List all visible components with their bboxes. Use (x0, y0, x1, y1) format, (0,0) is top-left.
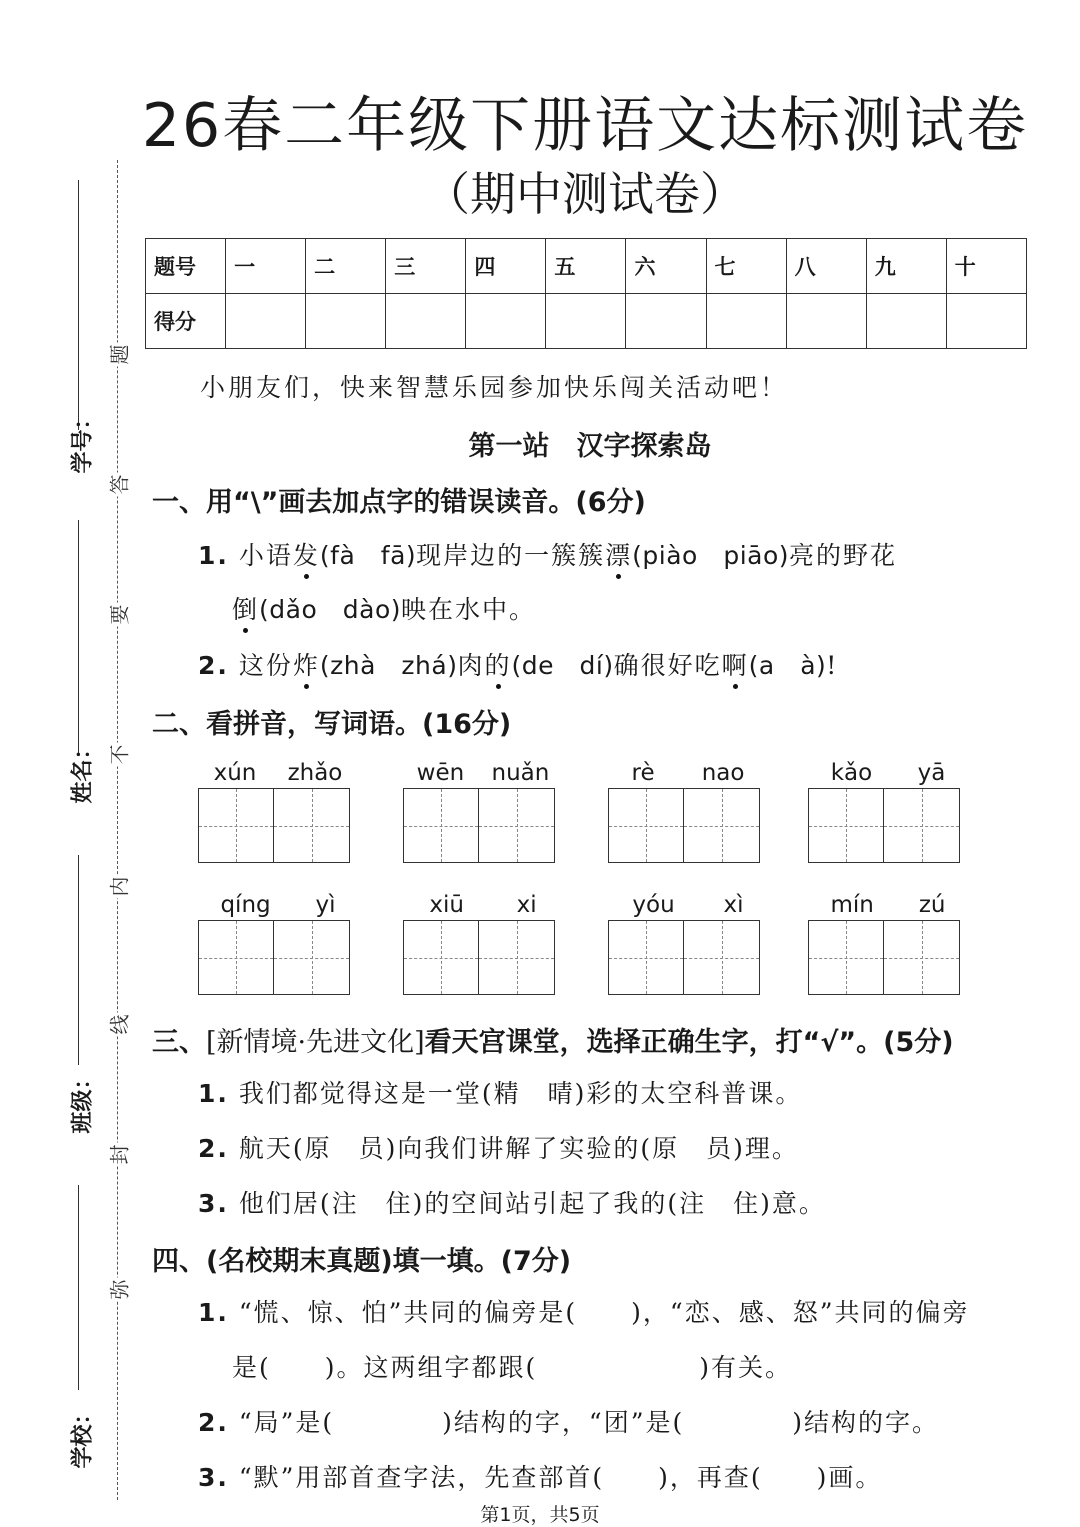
question-text: 映在水中。 (401, 595, 537, 624)
question-text: ! (826, 651, 839, 680)
table-cell: 四 (466, 239, 546, 294)
section4-item (198, 1293, 970, 1329)
score-cell[interactable] (546, 294, 626, 349)
pinyin-choice[interactable]: (de dí) (511, 651, 614, 680)
pinyin: qíng (220, 892, 271, 918)
question-text: 他们居(注 住)的空间站引起了我的(注 住)意。 (238, 1189, 826, 1218)
table-cell: 十 (946, 239, 1026, 294)
question-number: 1. (198, 541, 229, 570)
pinyin: nao (701, 760, 745, 786)
question-number: 2. (198, 651, 229, 680)
score-table (145, 238, 1027, 349)
table-cell: 九 (866, 239, 946, 294)
exam-title: 26春二年级下册语文达标测试卷 (141, 91, 1029, 161)
question-number-row (146, 239, 1027, 294)
name-line (78, 520, 79, 755)
school-line (78, 1185, 79, 1390)
section1-q2 (198, 646, 838, 682)
writing-box[interactable] (884, 920, 960, 995)
student-id-line (78, 180, 79, 430)
question-text: 肉 (457, 651, 485, 680)
score-cell[interactable] (306, 294, 386, 349)
section3-item (198, 1129, 799, 1165)
school-label: 学校： (70, 1402, 96, 1469)
section4-heading: 四、(名校期末真题)填一填。(7分) (152, 1246, 572, 1277)
seal-char: 封 (104, 1143, 133, 1167)
intro-text: 小朋友们，快来智慧乐园参加快乐闯关活动吧！ (200, 373, 789, 402)
pinyin-choice[interactable]: (dǎo dào) (259, 595, 401, 624)
pinyin-choice[interactable]: (fà fā) (319, 541, 417, 570)
seal-char: 弥 (104, 1278, 133, 1302)
writing-box[interactable] (884, 788, 960, 863)
writing-box[interactable] (479, 920, 555, 995)
pinyin: zhǎo (287, 760, 343, 786)
table-cell: 六 (626, 239, 706, 294)
question-text: 航天(原 员)向我们讲解了实验的(原 员)理。 (238, 1134, 799, 1163)
seal-char: 要 (104, 603, 133, 627)
pinyin: mín (830, 892, 874, 918)
table-cell: 五 (546, 239, 626, 294)
seal-char: 线 (104, 1013, 133, 1037)
score-cell[interactable] (466, 294, 546, 349)
dotted-char: 发 (292, 541, 320, 570)
section1-heading: 一、用“\”画去加点字的错误读音。(6分) (152, 487, 646, 518)
dotted-char: 的 (484, 651, 512, 680)
pinyin: kǎo (830, 760, 873, 786)
class-line (78, 855, 79, 1065)
score-cell[interactable] (866, 294, 946, 349)
writing-box[interactable] (479, 788, 555, 863)
seal-char: 题 (104, 343, 133, 367)
pinyin: xiū (429, 892, 464, 918)
seal-char: 答 (104, 473, 133, 497)
score-cell[interactable] (946, 294, 1026, 349)
question-number: 1. (198, 1079, 229, 1108)
heading-text: 看天宫课堂，选择正确生字，打“√”。(5分) (424, 1027, 954, 1058)
pinyin-choice[interactable]: (piào piāo) (632, 541, 790, 570)
pinyin: xún (213, 760, 257, 786)
pinyin: wēn (416, 760, 465, 786)
section3-item (198, 1184, 826, 1220)
writing-box[interactable] (198, 788, 274, 863)
question-text: 现岸边的一簇簇 (416, 541, 606, 570)
pinyin: yā (917, 760, 946, 786)
writing-box[interactable] (403, 788, 479, 863)
pinyin-choice[interactable]: (a à) (748, 651, 827, 680)
writing-box[interactable] (274, 920, 350, 995)
writing-box[interactable] (198, 920, 274, 995)
section4-item-continued (232, 1348, 792, 1384)
score-cell[interactable] (786, 294, 866, 349)
table-cell: 八 (786, 239, 866, 294)
dotted-char: 啊 (721, 651, 749, 680)
question-text: 小语 (238, 541, 293, 570)
pinyin: yóu (632, 892, 675, 918)
writing-box[interactable] (808, 788, 884, 863)
pinyin: zú (918, 892, 946, 918)
section4-item (198, 1403, 939, 1439)
section1-q1-line2 (232, 590, 536, 626)
section3-heading (152, 1020, 954, 1059)
question-text: 确很好吃 (613, 651, 722, 680)
writing-box[interactable] (274, 788, 350, 863)
pinyin: nuǎn (491, 760, 550, 786)
table-cell: 二 (306, 239, 386, 294)
pinyin: yì (315, 892, 336, 918)
question-text: 这份 (238, 651, 293, 680)
dotted-char: 炸 (292, 651, 320, 680)
writing-box[interactable] (684, 920, 760, 995)
table-cell: 得分 (146, 294, 226, 349)
dotted-char: 倒 (232, 595, 260, 624)
pinyin: rè (631, 760, 655, 786)
section1-q1-line1 (198, 536, 897, 572)
heading-tag: [新情境·先进文化] (206, 1027, 425, 1058)
question-number: 3. (198, 1463, 229, 1492)
question-text: “默”用部首查字法，先查部首( )，再查( )画。 (238, 1463, 883, 1492)
writing-box[interactable] (403, 920, 479, 995)
question-text: 亮的野花 (789, 541, 898, 570)
class-label: 班级： (70, 1067, 96, 1134)
exam-subtitle: （期中测试卷） (424, 167, 746, 221)
question-text: “慌、惊、怕”共同的偏旁是( )，“恋、感、怒”共同的偏旁 (238, 1298, 970, 1327)
name-label: 姓名： (70, 737, 96, 804)
pinyin-choice[interactable]: (zhà zhá) (319, 651, 458, 680)
student-id-label: 学号： (70, 407, 96, 474)
pinyin: xi (516, 892, 537, 918)
score-cell[interactable] (226, 294, 306, 349)
question-number: 1. (198, 1298, 229, 1327)
writing-box[interactable] (808, 920, 884, 995)
table-cell: 七 (706, 239, 786, 294)
writing-box[interactable] (608, 788, 684, 863)
page-footer: 第1页，共5页 (480, 1504, 600, 1526)
station-title: 第一站 汉字探索岛 (468, 431, 712, 462)
section3-item (198, 1074, 802, 1110)
writing-box[interactable] (684, 788, 760, 863)
section2-heading: 二、看拼音，写词语。(16分) (152, 709, 512, 740)
question-number: 2. (198, 1134, 229, 1163)
seal-char: 不 (104, 743, 133, 767)
question-text: 是( )。这两组字都跟( )有关。 (232, 1353, 793, 1382)
question-text: “局”是( )结构的字，“团”是( )结构的字。 (238, 1408, 939, 1437)
writing-box[interactable] (608, 920, 684, 995)
dotted-char: 漂 (605, 541, 633, 570)
heading-number: 三、 (152, 1027, 206, 1058)
score-cell[interactable] (386, 294, 466, 349)
score-row (146, 294, 1027, 349)
question-number: 2. (198, 1408, 229, 1437)
score-cell[interactable] (626, 294, 706, 349)
section4-item (198, 1458, 882, 1494)
seal-char: 内 (104, 875, 133, 899)
table-cell: 三 (386, 239, 466, 294)
table-cell: 题号 (146, 239, 226, 294)
question-text: 我们都觉得这是一堂(精 晴)彩的太空科普课。 (238, 1079, 803, 1108)
question-number: 3. (198, 1189, 229, 1218)
score-cell[interactable] (706, 294, 786, 349)
pinyin: xì (723, 892, 744, 918)
table-cell: 一 (226, 239, 306, 294)
